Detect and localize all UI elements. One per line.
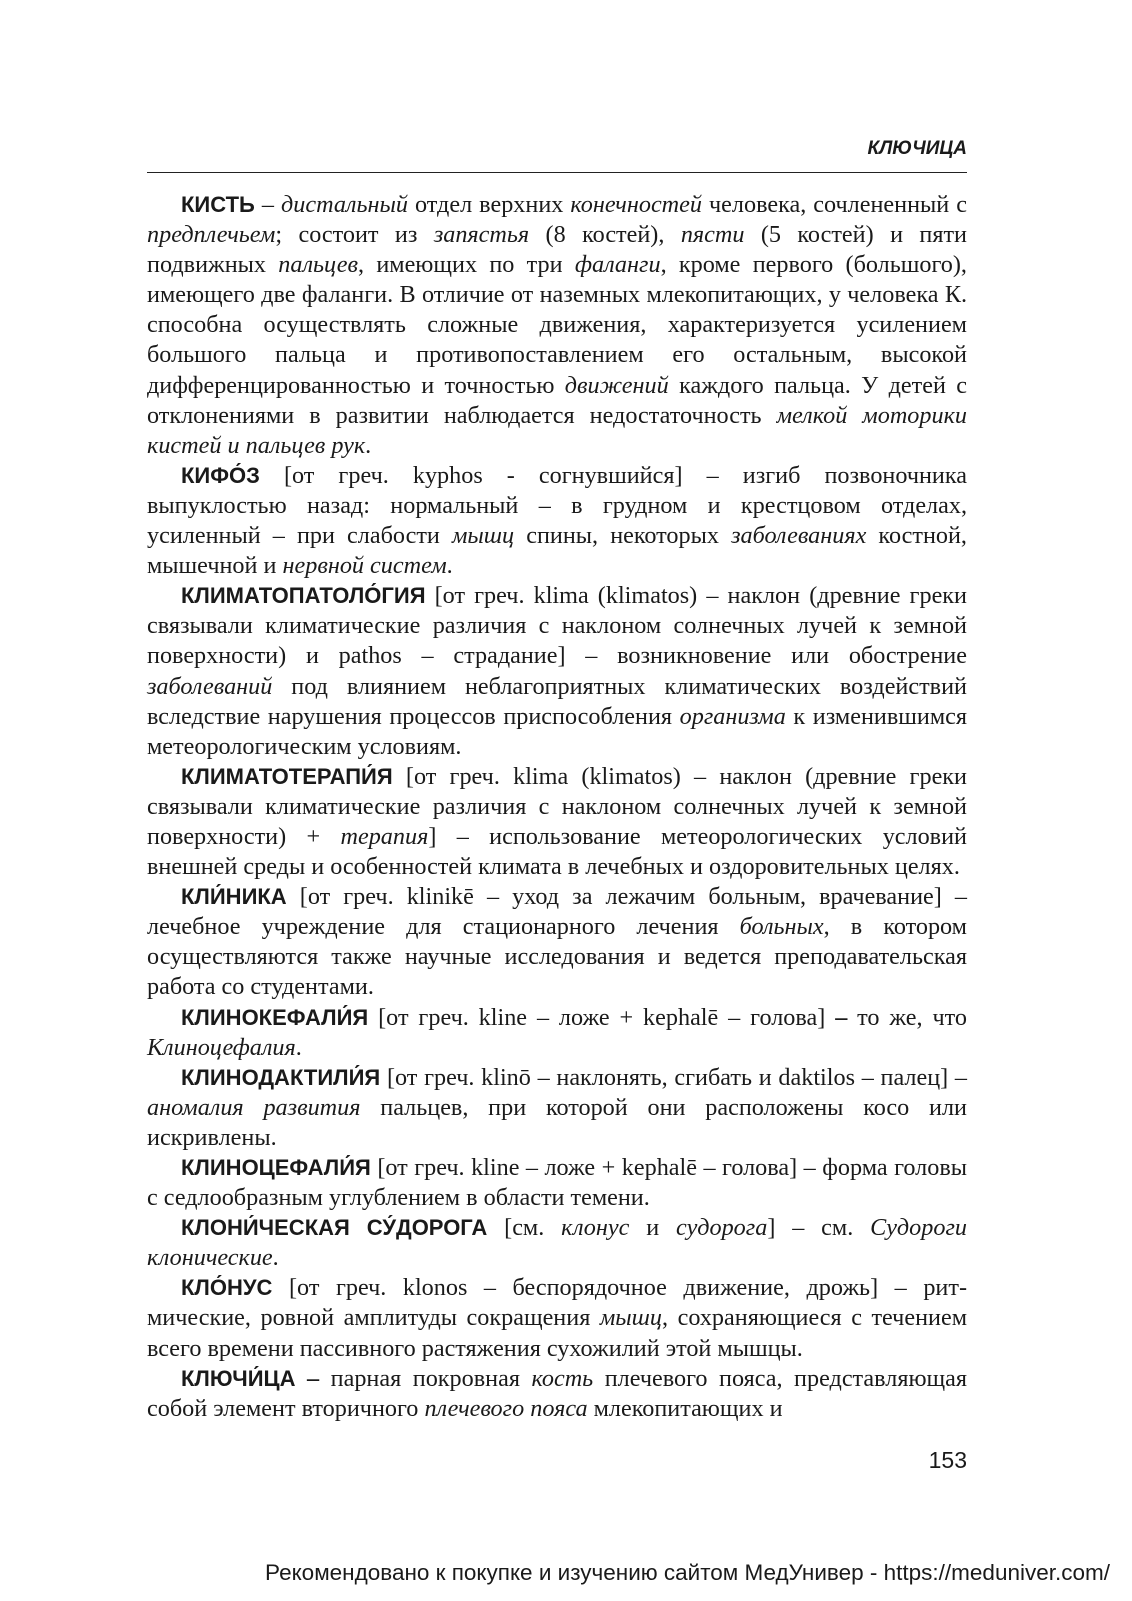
dictionary-entry [147,581,967,762]
dictionary-entry [147,1364,967,1424]
entry-text: под влиянием неблагоприятных климатических воздействий вследствие нарушения процессов приспособления [147,672,967,730]
entry-italic-term: пясти [680,221,745,249]
entry-dash: – [835,1003,848,1031]
entry-text: костной, мышечной и [147,522,967,580]
entry-text: . [272,1244,279,1272]
entry-text: [от греч. klima (klimatos) – наклон (древние греки связывали климатические различия с наклоном солнечных лучей к земной поверхности) + [147,762,967,850]
entry-text: , имеющих по три [357,251,575,279]
page-number: 153 [928,1447,967,1473]
entry-text: парная покровная [319,1364,532,1392]
entry-text: то же, что [847,1003,967,1031]
dictionary-entry [147,1273,967,1363]
entry-italic-term: фаланги [574,251,661,279]
entry-headword: КЛО́НУС [181,1275,273,1301]
entry-italic-term: нервной систем [282,552,447,580]
entry-italic-term: клонус [561,1214,630,1242]
entry-text: . [295,1033,302,1061]
entry-text: к изменившимся метеорологическим условиям. [147,702,967,760]
dictionary-entry [147,1063,967,1153]
entry-text [296,1365,308,1392]
entry-headword: КЛИМАТОПАТОЛО́ГИЯ [181,583,426,609]
entry-italic-term: мышц [451,522,515,550]
entry-italic-term: терапия [340,822,429,850]
entry-italic-term: мышц [599,1304,663,1332]
entry-text: ] – использование метеорологических условий внешней среды и особенностей климата в лечебных и оздоровительных целях. [147,822,967,881]
entry-text: [см. [487,1214,562,1242]
entry-text: [от греч. kyphos - согнувшийся] – изгиб позвоночника выпуклостью назад: нормальный – в грудном и крестцовом отделах, усиленный – при слабости [147,461,967,550]
entry-italic-term: Клиноцефалия [147,1033,296,1061]
entry-italic-term: судорога [676,1214,768,1242]
entry-dash: – [307,1364,320,1392]
entry-text: , в котором осуществляются также научные исследования и ведется преподавательская работа со студентами. [147,913,967,1001]
dictionary-entry [147,762,967,882]
entry-text: (5 костей) и пяти подвижных [147,221,968,279]
entry-italic-term: конечностей [570,191,702,218]
entry-text: спины, некоторых [514,522,732,550]
entry-headword: КЛИНОЦЕФАЛИ́Я [181,1155,371,1180]
entry-headword: КЛИНОДАКТИЛИ́Я [181,1064,381,1090]
entry-text: , кроме первого (большого), имеющего две фаланги. В отличие от наземных млекопитающих, у человека К. способна осуществлять сложные движения, характеризуется усилением большого пальца и противопоставлением его остальным, высокой дифференцированностью и точностью [147,251,967,399]
entry-italic-term: заболеваниях [731,522,867,550]
dictionary-entry [147,882,967,1002]
entry-text: – [254,191,282,218]
running-head: КЛЮЧИЦА [147,136,967,173]
entry-text: [от греч. klinikē – уход за лежачим больным, врачевание] – лечебное учреждение для стационарного лечения [147,883,967,941]
entry-text: плечевого пояса, представляющая собой элемент вторичного [147,1364,968,1422]
footer-note: Рекомендовано к покупке и изучению сайтом МедУнивер - https://meduniver.com/ [265,1560,1110,1585]
entry-headword: КЛОНИ́ЧЕСКАЯ СУ́ДОРОГА [181,1215,488,1241]
entry-italic-term: плечевого пояса [424,1394,588,1422]
entry-headword: КЛИМАТОТЕРАПИ́Я [181,763,393,789]
dictionary-entry [147,1213,967,1273]
entry-text: и [629,1214,677,1242]
entry-headword: КИСТЬ [181,192,255,217]
entry-italic-term: больных [739,913,824,941]
entry-text: отдел верхних [407,191,571,218]
entry-text: ; состоит из [275,221,434,249]
dictionary-entry [147,461,967,581]
entry-headword: КЛИ́НИКА [181,884,287,910]
entry-text: [от греч. kline – ложе + kephalē – голова] – форма головы с седлообразным углублением в области темени. [147,1154,967,1212]
entry-text: каждого пальца. У детей с отклонениями в развитии наблюдается недостаточность [147,371,967,429]
entry-italic-term: организма [679,702,786,730]
entry-text: , сохраняющиеся с течением всего времени пассивного растяжения сухожилий этой мышцы. [147,1304,968,1362]
entry-italic-term: дистальный [281,191,408,218]
entry-italic-term: кость [531,1364,594,1392]
entry-text: ] – см. [767,1214,871,1242]
dictionary-entry [147,1153,967,1213]
entry-italic-term: пальцев [278,251,358,279]
entry-text: (8 костей), [529,221,681,249]
entry-italic-term: предплечьем [147,221,276,249]
entry-text: [от греч. klonos – беспорядочное движение, дрожь] – ритмические, ровной амплитуды сокращения [147,1274,967,1332]
entry-italic-term: заболеваний [147,672,273,700]
entry-italic-term: Судороги клонические [147,1214,967,1272]
entry-text: [от греч. klima (klimatos) – наклон (древние греки связывали климатические различия с наклоном солнечных лучей к земной поверхности) и pathos – страдание] – возникновение или обострение [147,582,967,670]
entry-headword: КЛЮЧИ́ЦА [181,1365,296,1391]
entry-italic-term: движений [564,371,669,399]
entry-text: [от греч. klinō – наклонять, сгибать и daktilos – палец] – [380,1063,967,1091]
entry-text: человека, сочлененный с [701,191,968,218]
entry-text: . [446,552,453,580]
entry-italic-term: мелкой моторики кистей и пальцев рук [147,401,967,459]
dictionary-entry [147,190,967,461]
entry-headword: КЛИНОКЕФАЛИ́Я [181,1004,369,1030]
dictionary-entries [147,190,967,1424]
entry-text: . [365,431,372,459]
entry-text: [от греч. kline – ложе + kephalē – голова] [368,1003,836,1031]
entry-text: пальцев, при которой они расположены косо или искривлены. [147,1093,967,1151]
dictionary-entry [147,1003,967,1063]
entry-italic-term: запястья [433,221,530,249]
entry-italic-term: аномалия развития [147,1093,361,1121]
entry-headword: КИФО́З [181,462,260,488]
entry-text: млекопитающих и [587,1394,783,1422]
